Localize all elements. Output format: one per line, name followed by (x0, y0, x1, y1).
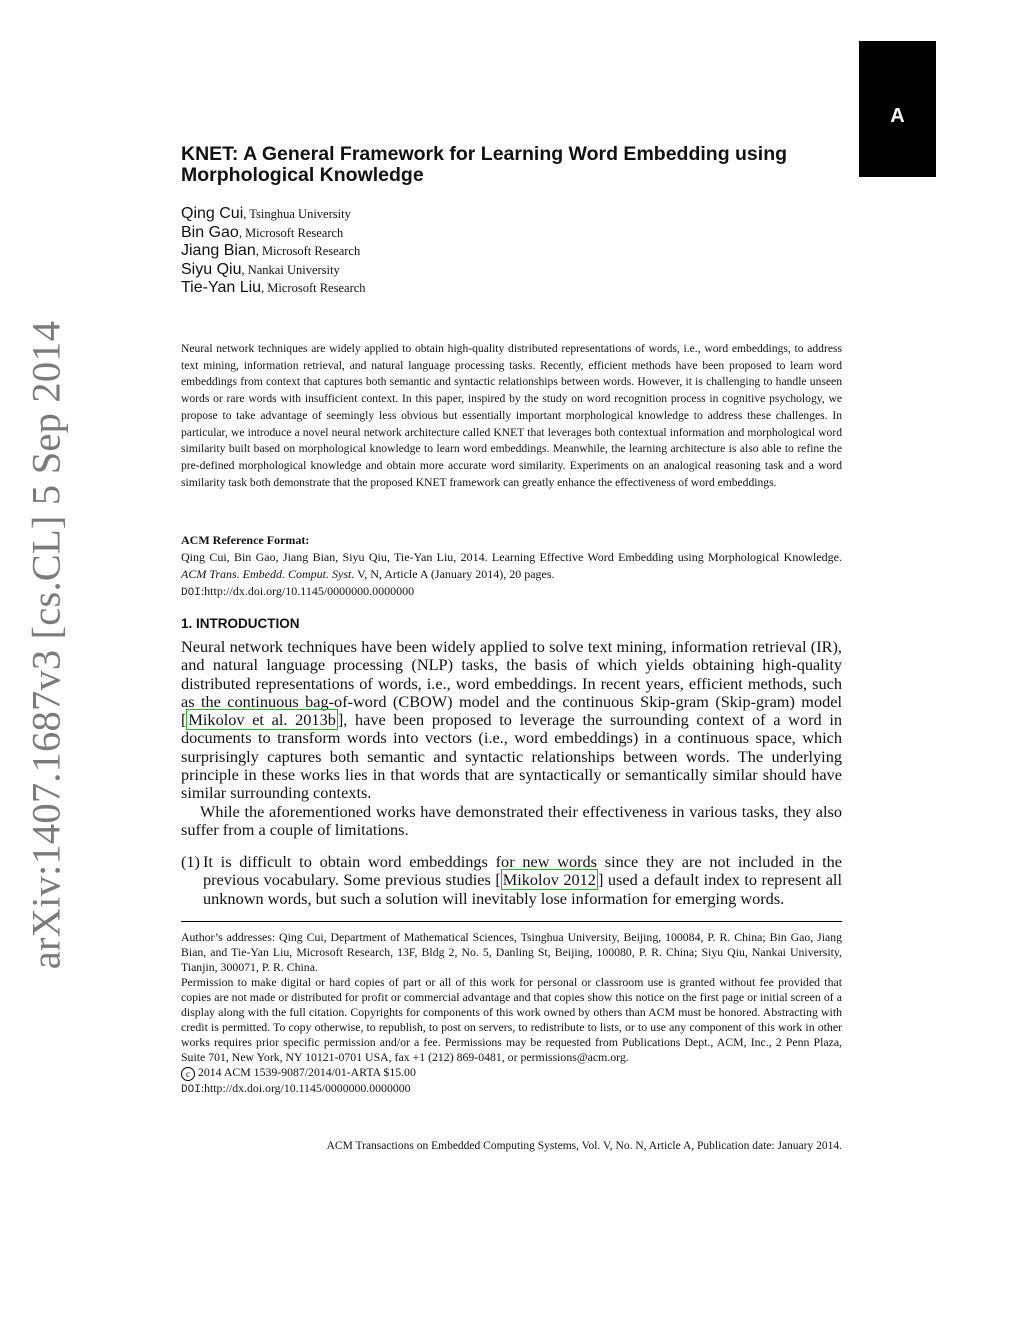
acm-reference-doi (181, 583, 842, 602)
intro-body (181, 638, 842, 839)
author-name: Bin Gao (181, 223, 239, 241)
list-item-text: It is difficult to obtain word embeddings for new words since they are not included in the previous vocabulary. Some previous studies [ Mikolov 2012 ] used a default index to represent all unknown words, but such a solution will inevitably lose information for emerging words. (203, 852, 842, 908)
author-addresses: Author’s addresses: Qing Cui, Department of Mathematical Sciences, Tsinghua University, Beijing, 100084, P. R. China; Bin Gao, Jiang Bian, and Tie-Yan Liu, Microsoft Research, 13F, Bldg 2, No. 5, Danling St, Beijing, 100080, P. R. China; Siyu Qiu, Nankai University, Tianjin, 300071, P. R. China. (181, 930, 842, 974)
author-name: Qing Cui (181, 205, 244, 222)
running-footer: ACM Transactions on Embedded Computing Systems, Vol. V, No. N, Article A, Publication date: January 2014. (326, 1140, 842, 1152)
intro-paragraph: While the aforementioned works have demonstrated their effectiveness in various tasks, they also suffer from a couple of limitations. (181, 801, 842, 839)
copyright-line: c 2014 ACM 1539-9087/2014/01-ARTA $15.00 (181, 1065, 842, 1081)
author-name: Siyu Qiu (181, 260, 242, 278)
journal-name: ACM Trans. Embedd. Comput. Syst. (181, 567, 355, 581)
citation-link[interactable]: Mikolov 2012 (502, 870, 596, 890)
author-affiliation: , Nankai University (241, 262, 340, 277)
article-tab (859, 41, 936, 177)
author-entry (181, 242, 366, 261)
author-name: Tie-Yan Liu (181, 279, 262, 296)
footnotes (181, 930, 842, 1098)
section-heading: 1. INTRODUCTION (181, 616, 300, 631)
arxiv-stamp: arXiv:1407.1687v3 [cs.CL] 5 Sep 2014 (23, 320, 69, 970)
permission-notice: Permission to make digital or hard copies of part or all of this work for personal or classroom use is granted without fee provided that copies are not made or distributed for profit or commercial advantage and that copies show this notice on the first page or initial screen of a display along with the full citation. Copyrights for components of this work owned by others than ACM must be honored. Abstracting with credit is permitted. To copy otherwise, to republish, to post on servers, to redistribute to lists, or to use any component of this work in other works requires prior specific permission and/or a fee. Permissions may be requested from Publications Dept., ACM, Inc., 2 Penn Plaza, Suite 701, New York, NY 10121-0701 USA, fax +1 (212) 869-0481, or permissions@acm.org. (181, 975, 842, 1064)
acm-reference (181, 532, 842, 602)
doi-label: DOI (181, 587, 201, 599)
author-affiliation: , Microsoft Research (261, 281, 366, 295)
limitation-list-item (181, 853, 842, 908)
acm-reference-text: Qing Cui, Bin Gao, Jiang Bian, Siyu Qiu, Tie-Yan Liu, 2014. Learning Effective Word Embedding using Morphological Knowledge. ACM Trans. Embedd. Comput. Syst. V, N, Article A (January 2014), 20 pages. (181, 550, 842, 581)
author-entry (181, 261, 366, 280)
acm-reference-heading: ACM Reference Format: (181, 533, 310, 547)
author-list (181, 205, 366, 298)
author-affiliation: , Microsoft Research (238, 225, 344, 240)
footnote-divider (181, 921, 842, 922)
author-name: Jiang Bian (181, 242, 256, 259)
footnote-doi (181, 1081, 842, 1098)
author-affiliation: , Microsoft Research (255, 244, 361, 258)
doi-link[interactable]: :http://dx.doi.org/10.1145/0000000.0000000 (200, 1081, 411, 1095)
article-tab-label: A (890, 105, 905, 127)
author-entry (181, 205, 366, 224)
abstract: Neural network techniques are widely applied to obtain high-quality distributed representations of words, i.e., word embeddings, to address text mining, information retrieval, and natural language processing tasks. Recently, efficient methods have been proposed to learn word embeddings from context that captures both semantic and syntactic relationships between words. However, it is challenging to handle unseen words or rare words with insufficient context. In this paper, inspired by the study on word recognition process in cognitive psychology, we propose to take advantage of seemingly less obvious but essentially important morphological knowledge to address these challenges. In particular, we introduce a novel neural network architecture called KNET that leverages both contextual information and morphological word similarity built based on morphological knowledge to learn word embeddings. Meanwhile, the learning architecture is also able to refine the pre-defined morphological knowledge and obtain more accurate word similarity. Experiments on an analogical reasoning task and a word similarity task both demonstrate that the proposed KNET framework can greatly enhance the effectiveness of word embeddings. (181, 342, 842, 489)
author-entry (181, 279, 366, 298)
doi-link[interactable]: :http://dx.doi.org/10.1145/0000000.0000000 (200, 584, 415, 598)
citation-link[interactable]: Mikolov et al. 2013b (188, 710, 336, 730)
paper-title: KNET: A General Framework for Learning Word Embedding using Morphological Knowledge (181, 143, 788, 186)
copyright-icon: c (181, 1067, 195, 1081)
intro-paragraph: Neural network techniques have been widely applied to solve text mining, information retrieval (IR), and natural language processing (NLP) tasks, the basis of which yields obtaining high-quality distributed representations of words, i.e., word embeddings. In recent years, efficient methods, such as the continuous bag-of-word (CBOW) model and the continuous Skip-gram (Skip-gram) model [ Mikolov et al. 2013b ], have been proposed to leverage the surrounding context of a word in documents to transform words into vectors (i.e., word embeddings) in a continuous space, which surprisingly captures both semantic and syntactic relationships between words. The underlying principle in these works lies in that words that are syntactically or semantically similar should have similar surrounding contexts. (181, 637, 842, 803)
author-entry (181, 224, 366, 243)
list-number: (1) (181, 852, 200, 871)
doi-label: DOI (181, 1084, 201, 1096)
author-affiliation: , Tsinghua University (243, 207, 351, 221)
